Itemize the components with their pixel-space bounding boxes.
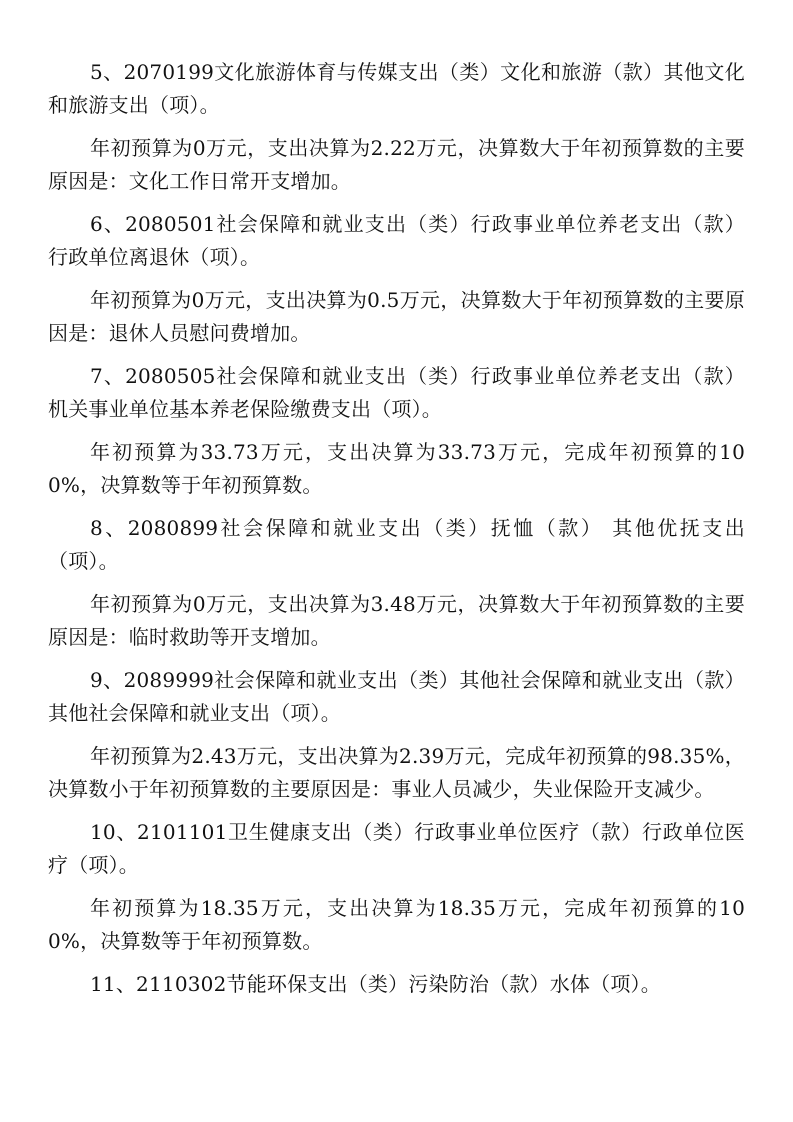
item-7-heading: 7、2080505社会保障和就业支出（类）行政事业单位养老支出（款） 机关事业单位基本养老保险缴费支出（项）。 — [48, 364, 745, 421]
item-11-heading: 11、2110302节能环保支出（类）污染防治（款）水体（项）。 — [90, 972, 661, 996]
item-8-description: 年初预算为0万元，支出决算为3.48万元，决算数大于年初预算数的主要原因是：临时救助等开支增加。 — [48, 592, 745, 649]
item-9-description: 年初预算为2.43万元，支出决算为2.39万元，完成年初预算的98.35%，决算数小于年初预算数的主要原因是：事业人员减少，失业保险开支减少。 — [48, 744, 745, 801]
item-8-heading: 8、2080899社会保障和就业支出（类）抚恤（款） 其他优抚支出（项）。 — [48, 516, 745, 573]
item-5-description: 年初预算为0万元，支出决算为2.22万元，决算数大于年初预算数的主要原因是：文化工作日常开支增加。 — [48, 136, 745, 193]
item-6-description: 年初预算为0万元，支出决算为0.5万元，决算数大于年初预算数的主要原因是：退休人员慰问费增加。 — [48, 288, 745, 345]
item-9-heading: 9、2089999社会保障和就业支出（类）其他社会保障和就业支出（款）其他社会保障和就业支出（项）。 — [48, 668, 745, 725]
item-10-description: 年初预算为18.35万元，支出决算为18.35万元，完成年初预算的100%，决算数等于年初预算数。 — [48, 896, 745, 953]
item-7-description: 年初预算为33.73万元，支出决算为33.73万元，完成年初预算的100%，决算数等于年初预算数。 — [48, 440, 745, 497]
item-10-heading: 10、2101101卫生健康支出（类）行政事业单位医疗（款）行政单位医疗（项）。 — [48, 820, 745, 877]
item-6-heading: 6、2080501社会保障和就业支出（类）行政事业单位养老支出（款） 行政单位离退休（项）。 — [48, 212, 745, 269]
item-5-heading: 5、2070199文化旅游体育与传媒支出（类）文化和旅游（款）其他文化和旅游支出（项）。 — [48, 60, 745, 117]
